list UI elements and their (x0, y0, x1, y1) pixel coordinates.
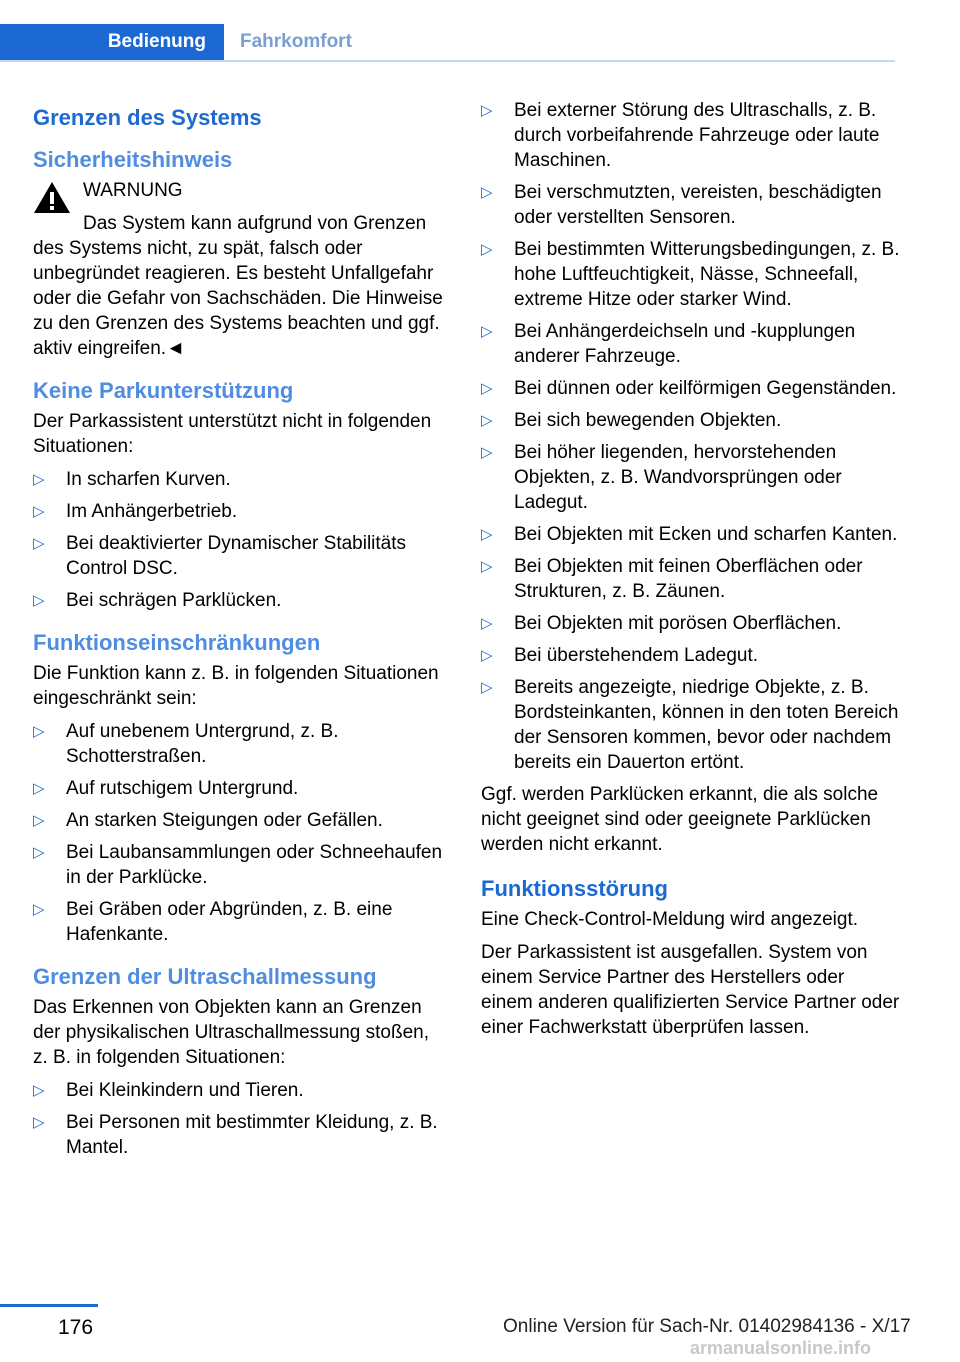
triangle-bullet-icon: ▷ (481, 444, 493, 461)
warning-triangle-icon (33, 180, 71, 214)
page-number: 176 (58, 1316, 94, 1339)
triangle-bullet-icon: ▷ (481, 184, 493, 201)
list-item: ▷ Bei deaktivierter Dynamischer Stabilitäts Control DSC. (33, 533, 407, 579)
list-item: ▷ Bereits angezeigte, niedrige Objekte, z. B. Bordsteinkanten, können in den toten Bereich der Sensoren kommen, bevor oder nachdem bereits ein Dauerton ertönt. (481, 677, 899, 773)
triangle-bullet-icon: ▷ (481, 526, 493, 543)
triangle-bullet-icon: ▷ (33, 723, 45, 740)
list-item: ▷ An starken Steigungen oder Gefällen. (33, 810, 383, 831)
footer-divider (0, 1304, 98, 1307)
no-park-support-list (33, 467, 443, 613)
list-item: ▷ Bei höher liegenden, hervorstehenden Objekten, z. B. Wandvorsprüngen oder Ladegut. (481, 442, 842, 513)
triangle-bullet-icon: ▷ (33, 901, 45, 918)
safety-heading: Sicherheitshinweis (33, 147, 233, 172)
triangle-bullet-icon: ▷ (481, 323, 493, 340)
list-item: ▷ Bei schrägen Parklücken. (33, 590, 282, 611)
list-item: ▷ Im Anhängerbetrieb. (33, 501, 238, 522)
triangle-bullet-icon: ▷ (33, 1082, 45, 1099)
online-version-label: Online Version für Sach-Nr. 01402984136 - X/17 (503, 1316, 911, 1337)
ultrasonic-limits-list-continued (481, 98, 901, 775)
header-divider (0, 60, 895, 62)
triangle-bullet-icon: ▷ (33, 844, 45, 861)
triangle-bullet-icon: ▷ (481, 558, 493, 575)
triangle-bullet-icon: ▷ (33, 592, 45, 609)
tab-bedienung[interactable]: Bedienung (0, 24, 224, 60)
warning-title: WARNUNG (83, 180, 183, 201)
list-item: ▷ Auf rutschigem Untergrund. (33, 778, 299, 799)
list-item: ▷ Bei externer Störung des Ultraschalls, z. B. durch vorbeifahrende Fahrzeuge oder laute Maschinen. (481, 100, 880, 171)
triangle-bullet-icon: ▷ (33, 812, 45, 829)
triangle-bullet-icon: ▷ (481, 615, 493, 632)
triangle-bullet-icon: ▷ (33, 471, 45, 488)
list-item: ▷ Bei Objekten mit Ecken und scharfen Kanten. (481, 524, 898, 545)
list-item: ▷ Bei Laubansammlungen oder Schneehaufen in der Parklücke. (33, 842, 443, 888)
malfunction-heading: Funktionsstörung (481, 876, 668, 901)
list-item: ▷ Auf unebenem Untergrund, z. B. Schotterstraßen. (33, 721, 339, 767)
ultrasonic-limits-intro: Das Erkennen von Objekten kann an Grenzen der physikalischen Ultraschallmessung stoßen, z. B. in folgenden Situationen: (33, 997, 430, 1068)
triangle-bullet-icon: ▷ (481, 412, 493, 429)
triangle-bullet-icon: ▷ (481, 380, 493, 397)
triangle-bullet-icon: ▷ (33, 535, 45, 552)
parking-detection-note: Ggf. werden Parklücken erkannt, die als solche nicht geeignet sind oder geeignete Parklücken werden nicht erkannt. (481, 784, 879, 855)
list-item: ▷ Bei Objekten mit porösen Oberflächen. (481, 613, 842, 634)
no-park-support-heading: Keine Parkunterstützung (33, 378, 294, 403)
list-item: ▷ Bei bestimmten Witterungsbedingungen, z. B. hohe Luftfeuchtigkeit, Nässe, Schneefall, extreme Hitze oder starker Wind. (481, 239, 900, 310)
malfunction-instructions: Der Parkassistent ist ausgefallen. System von einem Service Partner des Herstellers oder einem anderen qualifizierten Service Partner oder einer Fachwerkstatt überprüfen lassen. (481, 942, 900, 1038)
triangle-bullet-icon: ▷ (33, 1114, 45, 1131)
list-item: ▷ Bei Anhängerdeichseln und -kupplungen anderer Fahrzeuge. (481, 321, 856, 367)
triangle-bullet-icon: ▷ (481, 647, 493, 664)
warning-box (33, 178, 443, 361)
list-item: ▷ Bei dünnen oder keilförmigen Gegenständen. (481, 378, 897, 399)
ultrasonic-limits-list (33, 1078, 443, 1160)
list-item: ▷ Bei verschmutzten, vereisten, beschädigten oder verstellten Sensoren. (481, 182, 882, 228)
right-column (481, 98, 901, 1048)
malfunction-message: Eine Check-Control-Meldung wird angezeigt. (481, 909, 859, 930)
function-limits-list (33, 719, 443, 947)
section-title: Grenzen des Systems (33, 105, 262, 130)
list-item: ▷ Bei Kleinkindern und Tieren. (33, 1080, 304, 1101)
list-item: ▷ Bei sich bewegenden Objekten. (481, 410, 782, 431)
list-item: ▷ In scharfen Kurven. (33, 469, 231, 490)
no-park-support-intro: Der Parkassistent unterstützt nicht in folgenden Situationen: (33, 411, 432, 457)
list-item: ▷ Bei Gräben oder Abgründen, z. B. eine Hafenkante. (33, 899, 393, 945)
tab-fahrkomfort[interactable]: Fahrkomfort (240, 31, 352, 52)
triangle-bullet-icon: ▷ (481, 679, 493, 696)
function-limits-heading: Funktionseinschränkungen (33, 630, 321, 655)
list-item: ▷ Bei Personen mit bestimmter Kleidung, z. B. Mantel. (33, 1112, 438, 1158)
ultrasonic-limits-heading: Grenzen der Ultraschallmessung (33, 964, 377, 989)
header-tabs (0, 24, 895, 62)
watermark: armanualsonline.info (690, 1338, 872, 1358)
triangle-bullet-icon: ▷ (33, 503, 45, 520)
warning-text: Das System kann aufgrund von Grenzen des Systems nicht, zu spät, falsch oder unbegründet reagieren. Es besteht Unfallgefahr oder die Gefahr von Sachschäden. Die Hinweise zu den Grenzen des Systems beachten und ggf. aktiv eingreifen.◄ (33, 213, 443, 359)
triangle-bullet-icon: ▷ (33, 780, 45, 797)
triangle-bullet-icon: ▷ (481, 241, 493, 258)
list-item: ▷ Bei Objekten mit feinen Oberflächen oder Strukturen, z. B. Zäunen. (481, 556, 863, 602)
triangle-bullet-icon: ▷ (481, 102, 493, 119)
left-column (33, 98, 443, 1167)
list-item: ▷ Bei überstehendem Ladegut. (481, 645, 759, 666)
function-limits-intro: Die Funktion kann z. B. in folgenden Situationen eingeschränkt sein: (33, 663, 439, 709)
